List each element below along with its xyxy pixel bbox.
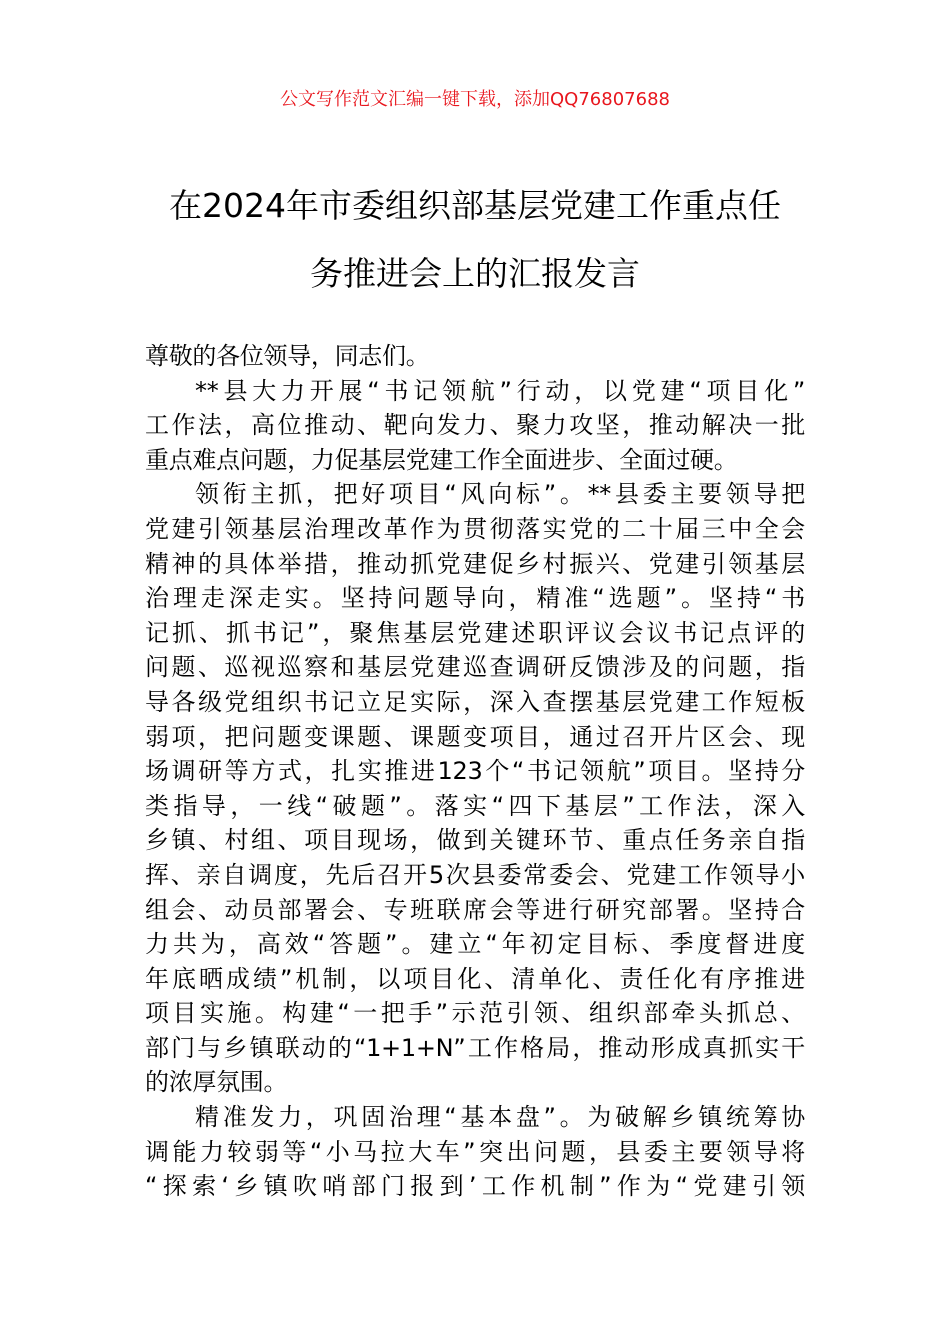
text-line: 项目实施。构建“一把手”示范引领、组织部牵头抓总、 — [145, 999, 805, 1028]
text-line: 场调研等方式，扎实推进123个“书记领航”项目。坚持分 — [145, 757, 805, 786]
text-line: 重点难点问题，力促基层党建工作全面进步、全面过硬。 — [145, 445, 738, 474]
text-line: 尊敬的各位领导，同志们。 — [145, 342, 430, 370]
text-line: 乡镇、村组、项目现场，做到关键环节、重点任务亲自指 — [145, 826, 805, 855]
download-banner: 公文写作范文汇编一键下载，添加QQ76807688 — [280, 89, 670, 110]
text-line: 挥、亲自调度，先后召开5次县委常委会、党建工作领导小 — [145, 860, 805, 889]
text-line: “探索‘乡镇吹哨部门报到’工作机制”作为“党建引领 — [145, 1172, 805, 1201]
text-line: 问题、巡视巡察和基层党建巡查调研反馈涉及的问题，指 — [145, 653, 805, 682]
text-line: 类指导，一线“破题”。落实“四下基层”工作法，深入 — [145, 791, 805, 820]
text-line: 导各级党组织书记立足实际，深入查摆基层党建工作短板 — [145, 687, 805, 716]
text-line: 治理走深走实。坚持问题导向，精准“选题”。坚持“书 — [145, 584, 805, 613]
text-line: 力共为，高效“答题”。建立“年初定目标、季度督进度 — [145, 930, 805, 959]
text-line: 精神的具体举措，推动抓党建促乡村振兴、党建引领基层 — [145, 549, 805, 578]
text-line: 记抓、抓书记”，聚焦基层党建述职评议会议书记点评的 — [145, 618, 805, 647]
text-line: 工作法，高位推动、靶向发力、聚力攻坚，推动解决一批 — [145, 411, 805, 440]
text-line: 的浓厚氛围。 — [145, 1068, 288, 1097]
document-title-line-2: 务推进会上的汇报发言 — [310, 254, 640, 293]
document-title-line-1: 在2024年市委组织部基层党建工作重点任 — [169, 186, 781, 225]
text-line: 领衔主抓，把好项目“风向标”。**县委主要领导把 — [195, 480, 805, 509]
text-line: 组会、动员部署会、专班联席会等进行研究部署。坚持合 — [145, 895, 805, 924]
text-line: 精准发力，巩固治理“基本盘”。为破解乡镇统筹协 — [195, 1103, 805, 1132]
text-line: 年底晒成绩”机制，以项目化、清单化、责任化有序推进 — [145, 964, 805, 993]
document-body — [145, 339, 805, 1204]
text-line: 部门与乡镇联动的“1+1+N”工作格局，推动形成真抓实干 — [145, 1033, 805, 1062]
text-line: **县大力开展“书记领航”行动，以党建“项目化” — [195, 376, 805, 405]
text-line: 党建引领基层治理改革作为贯彻落实党的二十届三中全会 — [145, 514, 805, 543]
text-line: 弱项，把问题变课题、课题变项目，通过召开片区会、现 — [145, 722, 805, 751]
text-line: 调能力较弱等“小马拉大车”突出问题，县委主要领导将 — [145, 1137, 805, 1166]
